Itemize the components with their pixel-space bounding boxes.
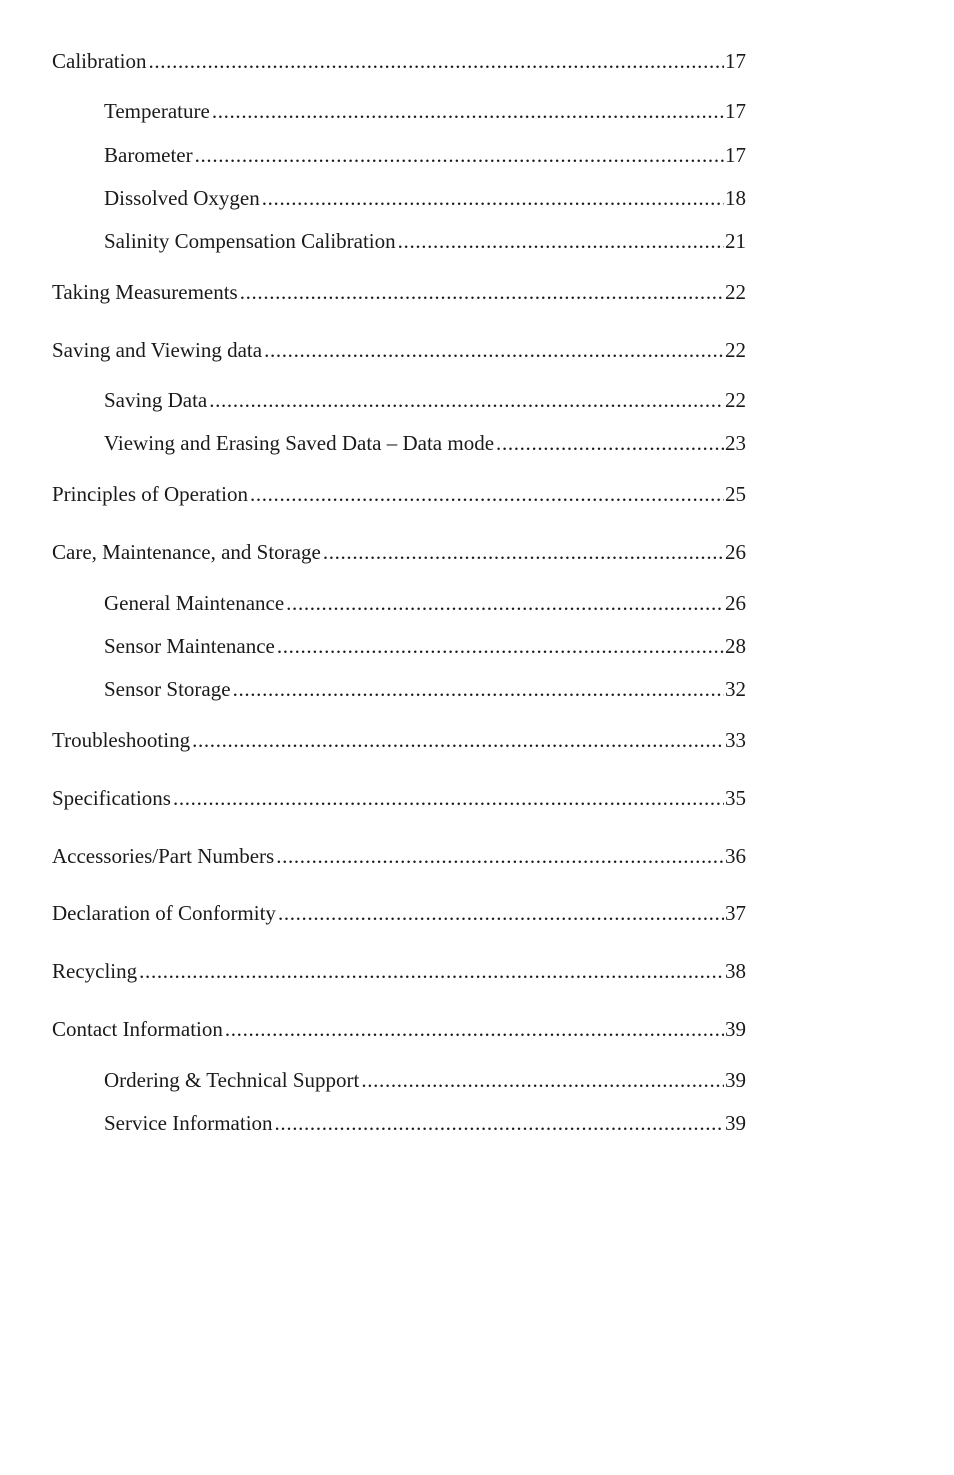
toc-entry-viewing-and-erasing-saved-data[interactable] — [104, 428, 746, 458]
toc-entry-title: Care, Maintenance, and Storage — [52, 540, 321, 564]
toc-entry-page: 33 — [725, 728, 746, 752]
dot-leader — [139, 956, 724, 986]
toc-entry-salinity-compensation-calibration[interactable] — [104, 226, 746, 256]
dot-leader — [496, 428, 724, 458]
toc-entry-title: Saving and Viewing data — [52, 338, 263, 362]
toc-entry-page: 25 — [725, 482, 746, 506]
toc-entry-title: Saving Data — [104, 388, 208, 412]
dot-leader — [278, 898, 724, 928]
toc-entry-service-information[interactable] — [104, 1108, 746, 1138]
toc-entry-title: Declaration of Conformity — [52, 901, 276, 925]
dot-leader — [361, 1065, 724, 1095]
toc-entry-page: 22 — [725, 388, 746, 412]
toc-entry-saving-data[interactable] — [104, 385, 746, 415]
toc-entry-title: Viewing and Erasing Saved Data – Data mode — [104, 431, 495, 455]
toc-entry-ordering-technical-support[interactable] — [104, 1065, 746, 1095]
toc-entry-page: 39 — [725, 1068, 746, 1092]
toc-entry-page: 17 — [725, 99, 746, 123]
toc-entry-title: Service Information — [104, 1111, 273, 1135]
toc-entry-declaration-of-conformity[interactable] — [52, 898, 746, 928]
toc-entry-title: Principles of Operation — [52, 482, 248, 506]
toc-entry-page: 38 — [725, 959, 746, 983]
toc-entry-title: Salinity Compensation Calibration — [104, 229, 396, 253]
toc-entry-page: 18 — [725, 186, 746, 210]
toc-entry-title: Accessories/Part Numbers — [52, 844, 275, 868]
dot-leader — [323, 537, 724, 567]
dot-leader — [286, 588, 724, 618]
dot-leader — [277, 631, 724, 661]
toc-entry-title: Barometer — [104, 143, 193, 167]
toc-entry-page: 39 — [725, 1017, 746, 1041]
dot-leader — [262, 183, 724, 213]
toc-entry-page: 17 — [725, 143, 746, 167]
dot-leader — [212, 96, 724, 126]
toc-entry-page: 26 — [725, 591, 746, 615]
dot-leader — [276, 841, 724, 871]
toc-entry-title: Ordering & Technical Support — [104, 1068, 360, 1092]
toc-entry-taking-measurements[interactable] — [52, 277, 746, 307]
toc-entry-temperature[interactable] — [104, 96, 746, 126]
toc-entry-page: 22 — [725, 338, 746, 362]
toc-entry-page: 32 — [725, 677, 746, 701]
dot-leader — [173, 783, 724, 813]
dot-leader — [195, 140, 724, 170]
toc-entry-page: 17 — [725, 49, 746, 73]
toc-entry-troubleshooting[interactable] — [52, 725, 746, 755]
dot-leader — [233, 674, 724, 704]
toc-entry-title: Sensor Maintenance — [104, 634, 275, 658]
toc-entry-title: General Maintenance — [104, 591, 285, 615]
toc-entry-accessories-part-numbers[interactable] — [52, 841, 746, 871]
dot-leader — [398, 226, 724, 256]
toc-entry-page: 36 — [725, 844, 746, 868]
toc-entry-page: 35 — [725, 786, 746, 810]
toc-entry-sensor-maintenance[interactable] — [104, 631, 746, 661]
toc-entry-care-maintenance-storage[interactable] — [52, 537, 746, 567]
toc-entry-saving-and-viewing-data[interactable] — [52, 335, 746, 365]
toc-entry-dissolved-oxygen[interactable] — [104, 183, 746, 213]
toc-entry-title: Contact Information — [52, 1017, 223, 1041]
dot-leader — [225, 1014, 724, 1044]
toc-entry-title: Temperature — [104, 99, 210, 123]
toc-entry-title: Calibration — [52, 49, 147, 73]
toc-entry-calibration[interactable] — [52, 46, 746, 76]
toc-entry-page: 37 — [725, 901, 746, 925]
toc-entry-page: 22 — [725, 280, 746, 304]
dot-leader — [148, 46, 724, 76]
dot-leader — [264, 335, 724, 365]
toc-entry-sensor-storage[interactable] — [104, 674, 746, 704]
toc-entry-general-maintenance[interactable] — [104, 588, 746, 618]
toc-entry-title: Taking Measurements — [52, 280, 238, 304]
toc-entry-principles-of-operation[interactable] — [52, 479, 746, 509]
toc-entry-specifications[interactable] — [52, 783, 746, 813]
toc-entry-title: Troubleshooting — [52, 728, 191, 752]
toc-entry-title: Dissolved Oxygen — [104, 186, 260, 210]
dot-leader — [250, 479, 724, 509]
dot-leader — [209, 385, 724, 415]
toc-entry-page: 39 — [725, 1111, 746, 1135]
toc-entry-barometer[interactable] — [104, 140, 746, 170]
toc-entry-title: Sensor Storage — [104, 677, 231, 701]
toc-entry-recycling[interactable] — [52, 956, 746, 986]
toc-entry-title: Specifications — [52, 786, 171, 810]
toc-entry-page: 23 — [725, 431, 746, 455]
toc-entry-page: 21 — [725, 229, 746, 253]
dot-leader — [192, 725, 724, 755]
dot-leader — [275, 1108, 724, 1138]
toc-entry-page: 28 — [725, 634, 746, 658]
dot-leader — [240, 277, 724, 307]
toc-entry-contact-information[interactable] — [52, 1014, 746, 1044]
toc-entry-title: Recycling — [52, 959, 138, 983]
toc-entry-page: 26 — [725, 540, 746, 564]
